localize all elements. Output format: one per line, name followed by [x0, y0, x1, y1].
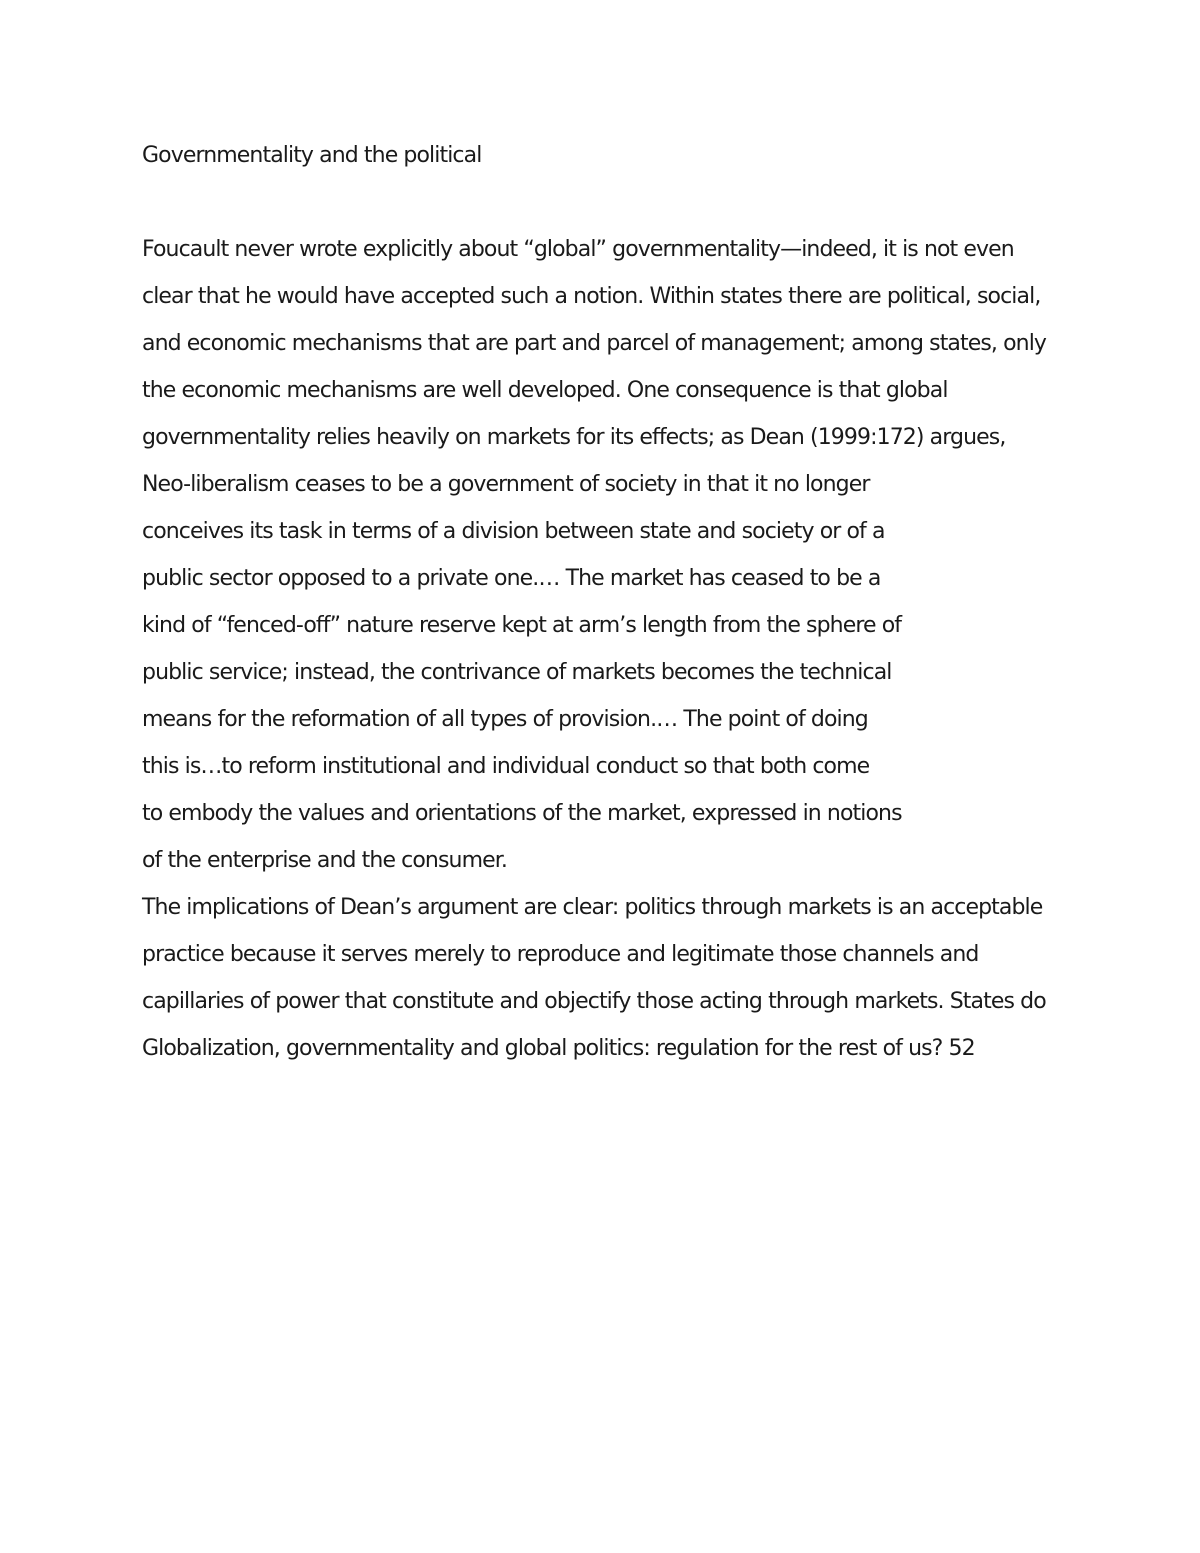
body-line: to embody the values and orientations of the market, expressed in notions [142, 801, 902, 826]
body-line: this is…to reform institutional and individual conduct so that both come [142, 754, 870, 779]
body-line: Neo-liberalism ceases to be a government of society in that it no longer [142, 472, 870, 497]
body-line: and economic mechanisms that are part and parcel of management; among states, only [142, 331, 1047, 356]
body-line: conceives its task in terms of a division between state and society or of a [142, 519, 885, 544]
body-lines [142, 234, 1072, 1064]
body-line: means for the reformation of all types of provision.… The point of doing [142, 707, 868, 732]
footer-line: Globalization, governmentality and global politics: regulation for the rest of us? 52 [142, 1036, 975, 1061]
section-heading: Governmentality and the political [142, 143, 482, 168]
body-line: the economic mechanisms are well developed. One consequence is that global [142, 378, 948, 403]
body-line: clear that he would have accepted such a notion. Within states there are political, social, [142, 284, 1041, 309]
body-line: kind of “fenced-off” nature reserve kept at arm’s length from the sphere of [142, 613, 902, 638]
body-line: The implications of Dean’s argument are clear: politics through markets is an acceptable [142, 895, 1043, 920]
body-line: capillaries of power that constitute and objectify those acting through markets. States do [142, 989, 1046, 1014]
body-line: Foucault never wrote explicitly about “global” governmentality—indeed, it is not even [142, 237, 1014, 262]
body-line: governmentality relies heavily on markets for its effects; as Dean (1999:172) argues, [142, 425, 1006, 450]
body-line: practice because it serves merely to reproduce and legitimate those channels and [142, 942, 979, 967]
text-column [142, 140, 1072, 1080]
body-line: public service; instead, the contrivance of markets becomes the technical [142, 660, 892, 685]
body-line: of the enterprise and the consumer. [142, 848, 507, 873]
body-line: public sector opposed to a private one.… The market has ceased to be a [142, 566, 881, 591]
